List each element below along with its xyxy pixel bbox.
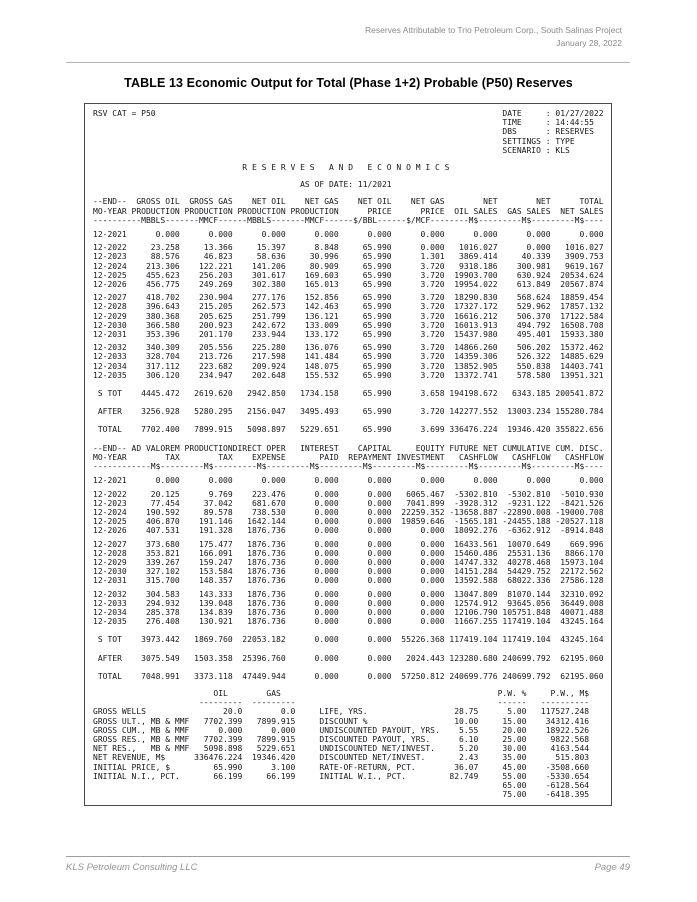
report-line: 12-2034 317.112 223.682 209.924 148.075 65.990 3.720 13852.905 550.838 14403.741 [93,361,604,371]
report-line: 12-2035 276.408 130.921 1876.736 0.000 0.000 0.000 11667.255 117419.104 43245.164 [93,617,604,627]
report-line: 75.00 -6418.395 [93,790,590,800]
report-line: 12-2026 407.531 191.328 1876.736 0.000 0.000 0.000 18092.276 -6362.912 -8914.848 [93,526,604,536]
report-line: S TOT 4445.472 2619.620 2942.850 1734.158 65.990 3.658 194198.672 6343.185 200541.872 [93,389,604,399]
report-line: TIME : 14:44:55 [93,118,594,128]
report-line: 12-2027 373.680 175.477 1876.736 0.000 0.000 0.000 16433.561 10070.649 669.996 [93,539,604,549]
report-line: 12-2030 366.580 200.923 242.672 133.009 65.990 3.720 16013.913 494.792 16508.708 [93,320,604,330]
header-line-2: January 28, 2022 [556,38,622,48]
report-line: INITIAL PRICE, $ 65.990 3.100 RATE-OF-RETURN, PCT. 36.07 45.00 -3508.660 [93,762,590,772]
report-line: S TOT 3973.442 1869.760 22053.182 0.000 0.000 55226.368 117419.104 117419.104 43245.164 [93,635,604,645]
report-line: 12-2033 294.932 139.048 1876.736 0.000 0.000 0.000 12574.912 93645.056 36449.008 [93,598,604,608]
report-line: 12-2027 418.702 230.904 277.176 152.856 65.990 3.720 18290.830 568.624 18859.454 [93,293,604,303]
footer-page-number: Page 49 [594,862,630,873]
report-line: 12-2021 0.000 0.000 0.000 0.000 0.000 0.000 0.000 0.000 0.000 [93,230,604,240]
report-line: 12-2035 306.120 234.947 202.648 155.532 65.990 3.720 13372.741 578.580 13951.321 [93,370,604,380]
report-line: R E S E R V E S A N D E C O N O M I C S [93,163,450,173]
footer-divider [66,856,630,857]
report-line: 12-2030 327.102 153.584 1876.736 0.000 0.000 0.000 14151.284 54429.752 22172.562 [93,567,604,577]
report-line: AFTER 3075.549 1503.358 25396.760 0.000 0.000 2024.443 123280.680 240699.792 62195.060 [93,653,604,663]
document-header [365,24,622,50]
footer-company: KLS Petroleum Consulting LLC [66,862,198,873]
report-line: 12-2022 23.258 13.366 15.397 8.848 65.990 0.000 1016.027 0.000 1016.027 [93,243,604,253]
header-divider [66,62,630,63]
report-line: 12-2032 304.583 143.333 1876.736 0.000 0.000 0.000 13047.809 81070.144 32310.092 [93,589,604,599]
report-line: GROSS RES., MB & MMF 7702.399 7899.915 DISCOUNTED PAYOUT, YRS. 6.10 25.00 9822.568 [93,734,590,744]
report-line: 12-2025 406.870 191.146 1642.144 0.000 0.000 19859.646 -1565.181 -24455.188 -20527.118 [93,517,604,527]
report-line: AFTER 3256.928 5280.295 2156.047 3495.493 65.990 3.720 142277.552 13003.234 155280.784 [93,407,604,417]
report-line: 12-2028 353.821 166.091 1876.736 0.000 0.000 0.000 15460.486 25531.136 8866.170 [93,548,604,558]
report-line: SETTINGS : TYPE [93,136,575,146]
report-line: TOTAL 7048.991 3373.118 47449.944 0.000 0.000 57250.812 240699.776 240699.792 62195.060 [93,671,604,681]
report-line: 12-2021 0.000 0.000 0.000 0.000 0.000 0.000 0.000 0.000 0.000 [93,476,604,486]
report-line: 12-2023 88.576 46.823 58.636 30.996 65.990 1.301 3869.414 40.339 3909.753 [93,252,604,262]
report-line: MO-YEAR PRODUCTION PRODUCTION PRODUCTION PRODUCTION PRICE PRICE OIL SALES GAS SALES NET SALES [93,206,604,216]
report-line: 12-2031 353.396 201.170 233.944 133.172 65.990 3.720 15437.980 495.401 15933.380 [93,330,604,340]
report-line: 12-2026 456.775 249.269 302.380 165.013 65.990 3.720 19954.022 613.849 20567.874 [93,280,604,290]
header-line-1: Reserves Attributable to Trio Petroleum Corp., South Salinas Project [364,25,622,35]
report-line: 12-2022 20.125 9.769 223.476 0.000 0.000 6065.467 -5302.810 -5302.810 -5010.930 [93,489,604,499]
report-line: 12-2032 340.309 205.556 225.280 136.076 65.990 3.720 14866.260 506.202 15372.462 [93,343,604,353]
report-line: --END-- AD VALOREM PRODUCTIONDIRECT OPER INTEREST CAPITAL EQUITY FUTURE NET CUMULATIVE CUM. DISC. [93,443,604,453]
document-footer [66,862,630,873]
report-line: --END-- GROSS OIL GROSS GAS NET OIL NET GAS NET OIL NET GAS NET NET TOTAL [93,197,604,207]
report-line: GROSS CUM., MB & MMF 0.000 0.000 UNDISCOUNTED PAYOUT, YRS. 5.55 20.00 18922.526 [93,725,590,735]
economic-report-box [84,103,612,806]
report-line: 12-2034 285.378 134.839 1876.736 0.000 0.000 0.000 12106.790 105751.848 40071.488 [93,607,604,617]
report-line: INITIAL N.I., PCT. 66.199 66.199 INITIAL W.I., PCT. 82.749 55.00 -5330.654 [93,771,590,781]
report-line: ----------MBBLS-------MMCF------MBBLS-------MMCF------$/BBL------$/MCF--------M$---------M$---------M$---- [93,215,604,225]
report-line: 12-2025 455.623 256.203 301.617 169.603 65.990 3.720 19903.700 630.924 20534.624 [93,270,604,280]
report-line: NET REVENUE, M$ 336476.224 19346.420 DISCOUNTED NET/INVEST. 2.43 35.00 515.803 [93,753,590,763]
report-line: RSV CAT = P50 DATE : 01/27/2022 [93,109,604,118]
report-line: AS OF DATE: 11/2021 [93,180,392,190]
report-line: MO-YEAR TAX TAX EXPENSE PAID REPAYMENT INVESTMENT CASHFLOW CASHFLOW CASHFLOW [93,452,604,462]
report-line: 12-2031 315.700 148.357 1876.736 0.000 0.000 0.000 13592.588 68022.336 27586.128 [93,576,604,586]
report-line: GROSS ULT., MB & MMF 7702.399 7899.915 DISCOUNT % 10.00 15.00 34312.416 [93,716,590,726]
report-line: TOTAL 7702.400 7899.915 5098.897 5229.651 65.990 3.699 336476.224 19346.420 355822.656 [93,425,604,435]
report-line: 12-2028 396.643 215.205 262.573 142.463 65.990 3.720 17327.172 529.962 17857.132 [93,302,604,312]
report-line: NET RES., MB & MMF 5098.898 5229.651 UNDISCOUNTED NET/INVEST. 5.20 30.00 4163.544 [93,744,590,754]
page-title: TABLE 13 Economic Output for Total (Phase 1+2) Probable (P50) Reserves [124,76,573,90]
report-line: OIL GAS P.W. % P.W., M$ [93,688,590,698]
report-line: ------------M$---------M$---------M$---------M$---------M$---------M$---------M$---------M$---------M$---- [93,462,604,472]
report-line: GROSS WELLS 20.0 0.0 LIFE, YRS. 28.75 5.00 117527.248 [93,707,590,717]
report-line: 12-2024 213.306 122.221 141.206 80.909 65.990 3.720 9318.186 300.981 9619.167 [93,261,604,271]
report-line: DBS : RESERVES [93,127,594,137]
report-line: 12-2023 77.454 37.042 681.670 0.000 0.000 7041.899 -3928.312 -9231.122 -8421.526 [93,498,604,508]
report-line: 65.00 -6128.564 [93,780,590,790]
report-line: 12-2024 190.592 89.578 738.530 0.000 0.000 22259.352 -13658.887 -22890.008 -19000.708 [93,507,604,517]
report-line: 12-2029 339.267 159.247 1876.736 0.000 0.000 0.000 14747.332 40278.468 15973.104 [93,557,604,567]
report-line: --------- --------- ------ ---------- [93,698,590,708]
report-line: 12-2033 328.704 213.726 217.598 141.484 65.990 3.720 14359.306 526.322 14885.629 [93,352,604,362]
report-line: SCENARIO : KLS [93,145,570,155]
report-line: 12-2029 380.368 205.625 251.799 136.121 65.990 3.720 16616.212 506.370 17122.584 [93,311,604,321]
